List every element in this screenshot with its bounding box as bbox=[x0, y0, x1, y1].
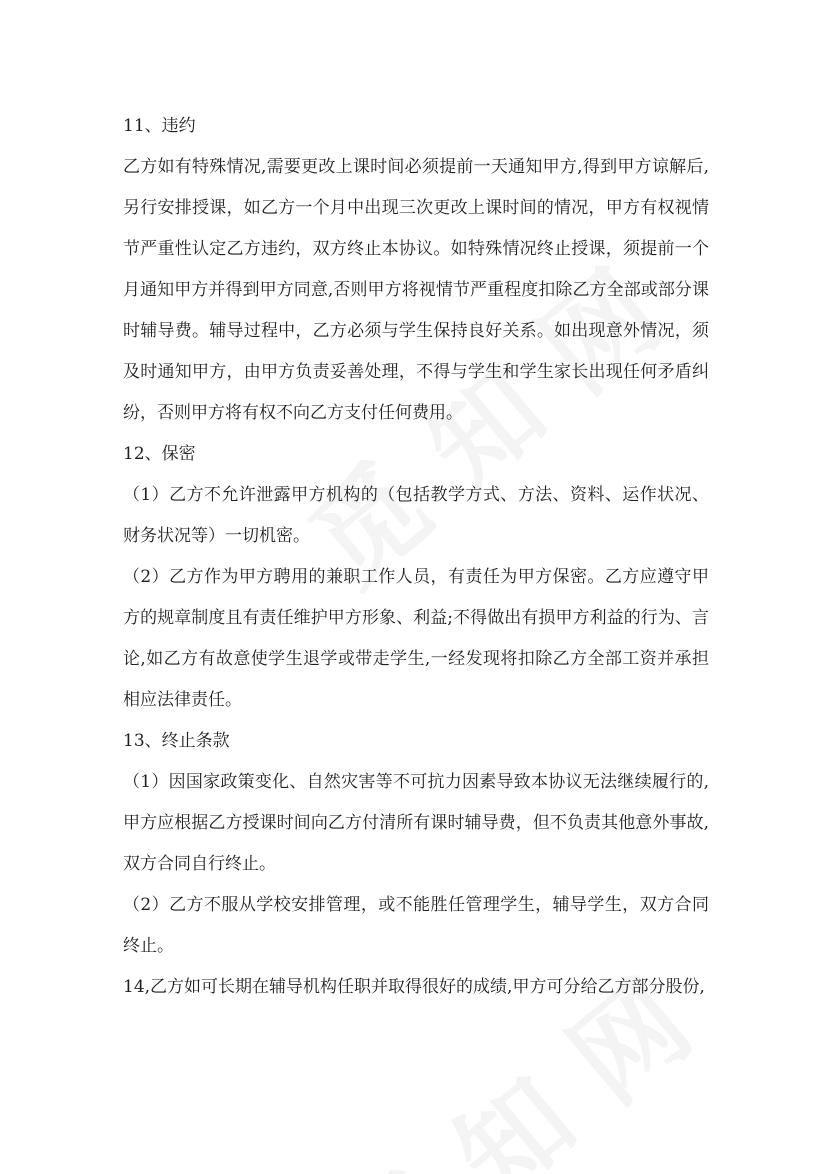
section-13-item-2: （2）乙方不服从学校安排管理，或不能胜任管理学生，辅导学生，双方合同终止。 bbox=[123, 895, 709, 956]
document-body bbox=[123, 106, 709, 1008]
section-11-body: 乙方如有特殊情况,需要更改上课时间必须提前一天通知甲方,得到甲方谅解后,另行安排授课，如乙方一个月中出现三次更改上课时间的情况，甲方有权视情节严重性认定乙方违约，双方终止本协议。如特殊情况终止授课，须提前一个月通知甲方并得到甲方同意,否则甲方将视情节严重程度扣除乙方全部或部分课时辅导费。辅导过程中，乙方必须与学生保持良好关系。如出现意外情况，须及时通知甲方，由甲方负责妥善处理，不得与学生和学生家长出现任何矛盾纠纷，否则甲方将有权不向乙方支付任何费用。 bbox=[123, 157, 709, 423]
section-12-item-1: （1）乙方不允许泄露甲方机构的（包括教学方式、方法、资料、运作状况、财务状况等）一切机密。 bbox=[123, 485, 709, 546]
section-13-item-1: （1）因国家政策变化、自然灾害等不可抗力因素导致本协议无法继续履行的,甲方应根据乙方授课时间向乙方付清所有课时辅导费，但不负责其他意外事故,双方合同自行终止。 bbox=[123, 772, 709, 874]
section-13-title: 13、终止条款 bbox=[123, 731, 230, 751]
section-14-body: 14,乙方如可长期在辅导机构任职并取得很好的成绩,甲方可分给乙方部分股份, bbox=[123, 977, 705, 997]
section-12-title: 12、保密 bbox=[123, 444, 196, 464]
section-11-title: 11、违约 bbox=[123, 116, 196, 136]
section-12-item-2: （2）乙方作为甲方聘用的兼职工作人员，有责任为甲方保密。乙方应遵守甲方的规章制度且有责任维护甲方形象、利益;不得做出有损甲方利益的行为、言论,如乙方有故意使学生退学或带走学生,一经发现将扣除乙方全部工资并承担相应法律责任。 bbox=[123, 567, 709, 710]
